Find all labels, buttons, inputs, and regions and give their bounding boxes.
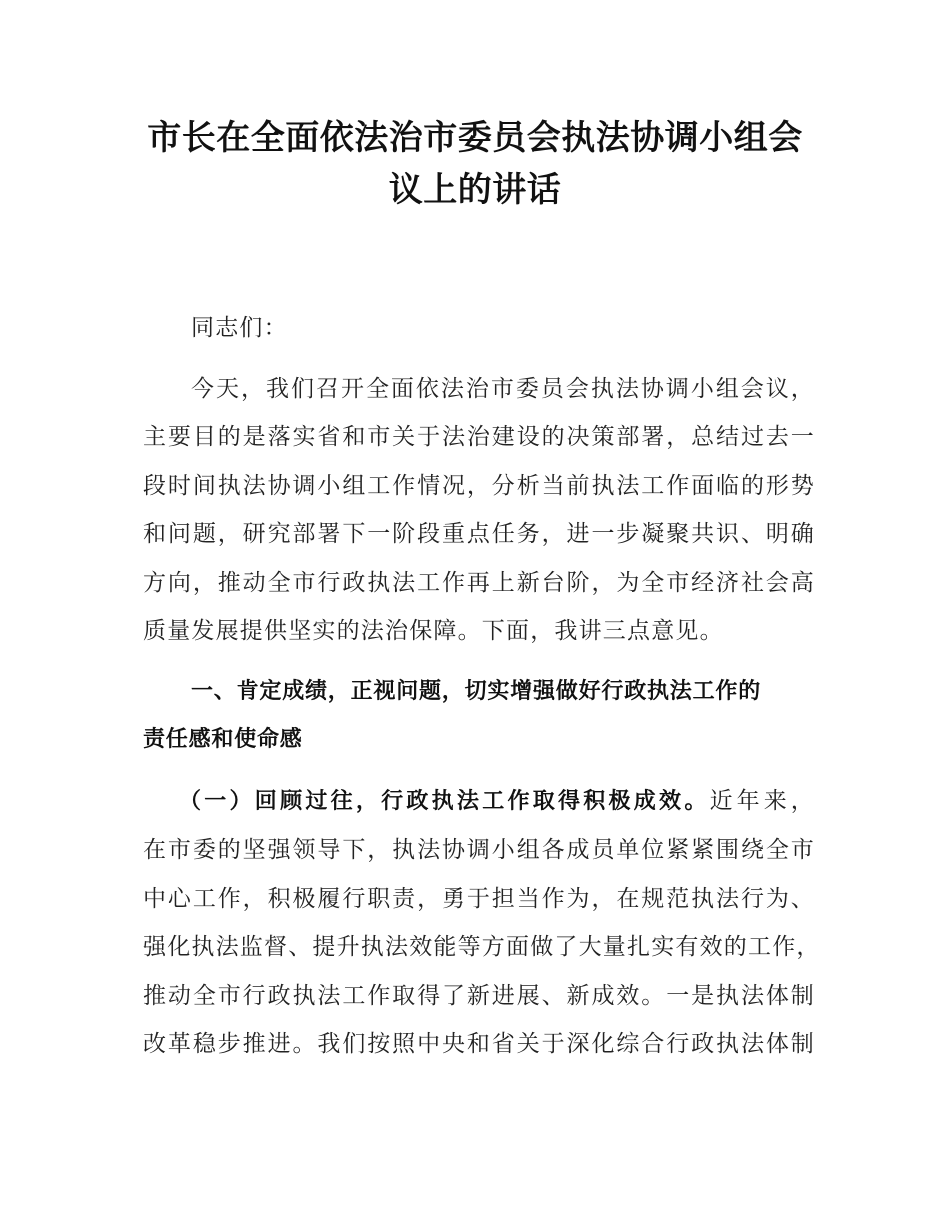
document-title [120,112,830,216]
heading-line: 一、肯定成绩，正视问题，切实增强做好行政执法工作的 [191,678,762,704]
heading-line: 责任感和使命感 [143,727,303,752]
paragraph-line: 在市委的坚强领导下，执法协调小组各成员单位紧紧围绕全市 [143,837,815,863]
subsection-heading: （一）回顾过往，行政执法工作取得积极成效。 [179,788,710,814]
title-line: 市长在全面依法治市委员会执法协调小组会 [147,118,803,158]
paragraph-line: 推动全市行政执法工作取得了新进展、新成效。一是执法体制 [143,982,815,1009]
paragraph-line: 方向，推动全市行政执法工作再上新台阶，为全市经济社会高 [143,569,815,596]
section-heading [143,668,815,765]
subsection-paragraph [143,777,821,1069]
paragraph-line: 和问题，研究部署下一阶段重点任务，进一步凝聚共识、明确 [143,521,815,547]
document-body [143,304,821,1069]
paragraph-line: 段时间执法协调小组工作情况，分析当前执法工作面临的形势 [143,472,815,499]
paragraph-line: 质量发展提供坚实的法治保障。下面，我讲三点意见。 [143,618,724,644]
title-line: 议上的讲话 [388,170,562,210]
greeting-text: 同志们： [191,315,288,341]
paragraph-line: 今天，我们召开全面依法治市委员会执法协调小组会议， [191,375,815,402]
paragraph-line: 改革稳步推进。我们按照中央和省关于深化综合行政执法体制 [143,1031,815,1057]
paragraph-line: 中心工作，积极履行职责，勇于担当作为，在规范执法行为、 [143,885,815,912]
paragraph-line: 强化执法监督、提升执法效能等方面做了大量扎实有效的工作， [143,934,821,960]
intro-paragraph [143,365,815,656]
paragraph-text: 近年来， [709,787,815,814]
paragraph-line [143,777,815,827]
paragraph-line: 主要目的是落实省和市关于法治建设的决策部署，总结过去一 [143,424,815,450]
greeting [143,304,815,353]
